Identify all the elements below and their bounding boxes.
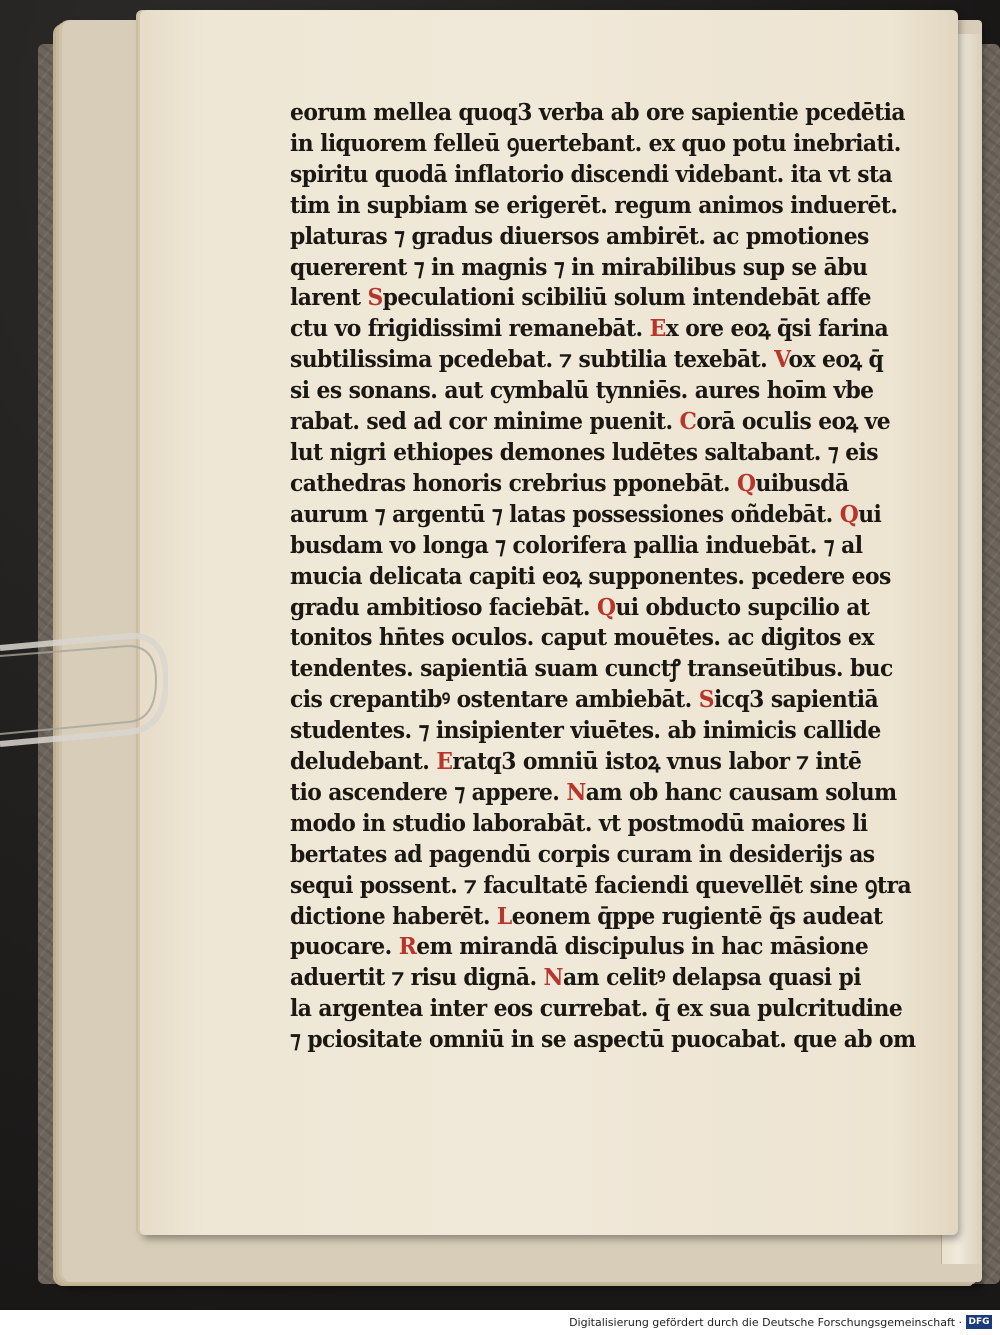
text-line [290,407,891,438]
text-line [290,314,889,345]
line-text: ui [858,500,882,528]
text-line [290,129,901,160]
text-line [290,747,862,778]
line-text: si es sonans. aut cymbalū tynniēs. aures hoīm vbe [290,377,874,405]
line-text: em mirandā discipulus in hac māsione [416,933,869,961]
text-line [290,191,898,222]
line-text: ⁊ pciositate omniū in se aspectū puocabat. que ab om [290,1026,916,1054]
text-line [290,500,882,531]
dfg-logo: DFG [966,1315,992,1329]
text-line [290,840,875,871]
text-line [290,871,912,902]
text-line [290,994,903,1025]
line-text: peculationi scibiliū solum intendebāt affe [382,284,871,312]
rubricated-initial: C [679,408,697,436]
rubricated-initial: Q [597,593,616,621]
line-text-before-initial: deludebant. [290,748,437,776]
text-line [290,1025,916,1056]
line-text: la argentea inter eos currebat. q̄ ex sua pulcritudine [290,995,903,1023]
line-text: eonem q̄ppe rugientē q̄s audeat [511,902,883,930]
line-text-before-initial: subtilissima pcedebat. ⁊ subtilia texebāt. [290,346,775,374]
text-line [290,376,874,407]
text-line [290,902,883,933]
rubricated-initial: E [649,315,666,343]
text-line [290,809,868,840]
rubricated-initial: L [496,902,512,930]
line-text-before-initial: gradu ambitioso faciebāt. [290,593,598,621]
text-line [290,222,869,253]
text-line [290,963,861,994]
line-text: uibusdā [755,469,849,497]
text-line [290,160,893,191]
line-text: modo in studio laborabāt. vt postmodū maiores li [290,809,868,837]
line-text: bertates ad pagendū corpis curam in desiderijs as [290,840,875,868]
line-text: mucia delicata capiti eoꝝ supponentes. pcedere eos [290,562,891,590]
rubricated-initial: R [398,933,417,961]
line-text-before-initial: larent [290,284,368,312]
line-text: busdam vo longa ⁊ colorifera pallia induebāt. ⁊ al [290,531,863,559]
text-line [290,716,881,747]
line-text: am celitꝰ delapsa quasi pi [562,964,861,992]
line-text: spiritu quodā inflatorio discendi videbant. ita vt sta [290,160,893,188]
line-text: lut nigri ethiopes demones ludētes saltabant. ⁊ eis [290,438,878,466]
line-text: quererent ⁊ in magnis ⁊ in mirabilibus sup se ābu [290,253,868,281]
text-line [290,438,878,469]
line-text-before-initial: cis crepantibꝰ ostentare ambiebāt. [290,686,699,714]
line-text: icq3 sapientiā [713,686,879,714]
text-line [290,531,863,562]
text-line [290,98,905,129]
text-line [290,778,897,809]
line-text-before-initial: aduertit ⁊ risu dignā. [290,964,544,992]
line-text: sequi possent. ⁊ facultatē faciendi quevellēt sine ꝯtra [290,871,912,899]
line-text: ox eoꝝ q̄ [788,346,884,374]
line-text: tim in supbiam se erigerēt. regum animos induerēt. [290,191,898,219]
line-text-before-initial: tio ascendere ⁊ appere. [290,778,567,806]
rubricated-initial: Q [737,469,756,497]
text-line [290,654,893,685]
line-text: platuras ⁊ gradus diuersos ambirēt. ac pmotiones [290,222,869,250]
line-text-before-initial: ctu vo frigidissimi remanebāt. [290,315,650,343]
line-text-before-initial: aurum ⁊ argentū ⁊ latas possessiones oñdebāt. [290,500,840,528]
rubricated-initial: S [367,284,383,312]
rubricated-initial: N [543,964,563,992]
line-text: tendentes. sapientiā suam cunctꝭ transeūtibus. buc [290,655,893,683]
text-line [290,283,871,314]
text-line [290,932,869,963]
line-text: studentes. ⁊ insipienter viuētes. ab inimicis callide [290,717,881,745]
text-line [290,593,870,624]
line-text: eorum mellea quoq3 verba ab ore sapientie pcedētia [290,99,905,126]
line-text-before-initial: rabat. sed ad cor minime puenit. [290,408,680,436]
line-text: am ob hanc causam solum [585,778,897,806]
line-text: ratq3 omniū istoꝝ vnus labor ⁊ intē [452,748,862,776]
line-text: in liquorem felleū ꝯuertebant. ex quo potu inebriati. [290,129,901,157]
footer-credit: Digitalisierung gefördert durch die Deutsche Forschungsgemeinschaft · [569,1316,962,1329]
rubricated-initial: N [566,778,586,806]
line-text: x ore eoꝝ q̄si farina [665,315,889,343]
page-text [290,98,916,1056]
line-text-before-initial: cathedras honoris crebrius pponebāt. [290,469,738,497]
text-line [290,623,874,654]
text-line [290,253,868,284]
line-text: tonitos hn̄tes oculos. caput mouētes. ac digitos ex [290,624,874,652]
line-text-before-initial: puocare. [290,933,399,961]
rubricated-initial: V [774,346,789,374]
line-text-before-initial: dictione haberēt. [290,902,497,930]
text-line [290,345,884,376]
text-line [290,685,879,716]
text-line [290,469,849,500]
rubricated-initial: Q [839,500,859,528]
rubricated-initial: E [436,748,453,776]
line-text: ui obducto supcilio at [615,593,870,621]
paper-clip-icon [0,628,168,748]
footer-bar [0,1310,1000,1335]
text-line [290,562,891,593]
line-text: orā oculis eoꝝ ve [696,408,891,436]
rubricated-initial: S [698,686,714,714]
